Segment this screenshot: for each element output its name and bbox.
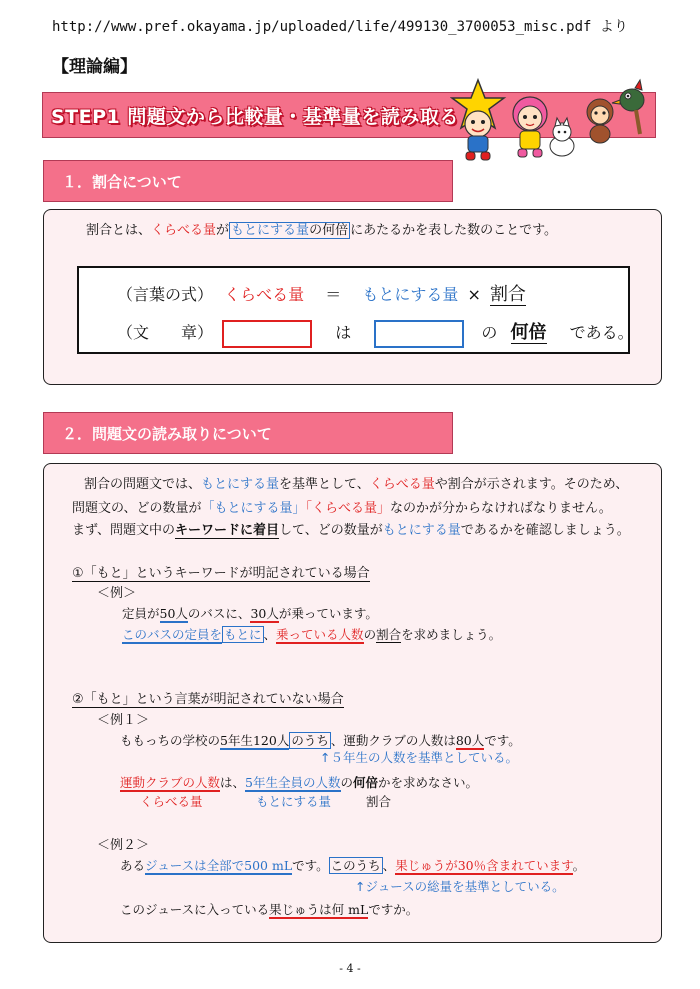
word-formula-row: （言葉の式） くらべる量 ＝ もとにする量 × 割合 <box>117 284 526 305</box>
case1-example-label: ＜例＞ <box>97 586 137 601</box>
section2-heading: ２．問題文の読み取りについて <box>43 412 453 454</box>
case2-question2: このジュースに入っている果じゅうは何 mLですか。 <box>120 902 419 917</box>
formula-nanbai: 何倍 <box>510 322 547 343</box>
konouchi-keyword-box: このうち <box>330 858 381 873</box>
intro-line-1: 割合の問題文では、もとにする量を基準として、くらべる量や割合が示されます。そのため、 <box>84 477 629 492</box>
kuraberu-term: くらべる量 <box>151 223 217 238</box>
case2-question1: 運動クラブの人数は、5年生全員の人数の何倍かを求めなさい。 <box>120 775 479 790</box>
ratio-definition: 割合とは、くらべる量が もとにする量の何倍 にあたるかを表した数のことです。 <box>86 223 558 238</box>
kuraberu-blank <box>222 320 312 348</box>
label-wariai: 割合 <box>366 794 392 809</box>
motonisuru-box: もとにする量の何倍 <box>231 223 349 238</box>
formula-box <box>77 266 634 354</box>
case1-sentence1: 定員が50人のバスに、30人が乗っています。 <box>122 606 378 621</box>
example2-note: ↑ジュースの総量を基準としている。 <box>355 879 565 894</box>
case2-example1-label: ＜例１＞ <box>97 713 150 728</box>
moto-keyword-box: もとに <box>224 627 262 642</box>
girl-mascot-icon <box>513 97 547 157</box>
source-url: http://www.pref.okayama.jp/uploaded/life/499130_3700053_misc.pdf より <box>52 19 628 35</box>
keyword-emphasis: キーワードに着目 <box>174 523 279 538</box>
label-motonisuru: もとにする量 <box>256 794 332 809</box>
case2-example2-sentence: あるジュースは全部で500 mLです。 このうち 、果じゅうが30％含まれています。 <box>120 858 586 873</box>
formula-motonisuru: もとにする量 <box>362 285 459 304</box>
section1-heading: １．割合について <box>43 160 453 202</box>
step-title: STEP1 問題文から比較量・基準量を読み取る <box>51 105 459 128</box>
page-number: - 4 - <box>339 962 361 975</box>
example1-note: ↑５年生の人数を基準としている。 <box>320 750 518 765</box>
mascot-illustration <box>450 76 660 164</box>
monkey-mascot-icon <box>587 99 613 143</box>
intro-line-2: 問題文の、どの数量が「もとにする量」「くらべる量」なのかが分からなければなりません。 <box>72 501 612 516</box>
motonisuru-blank <box>374 320 464 348</box>
case1-sentence2: このバスの定員を もとに 、乗っている人数の割合を求めましょう。 <box>122 627 502 642</box>
star-mascot-icon <box>452 80 504 160</box>
bird-mascot-icon <box>612 80 644 134</box>
case1-title: ①「もと」というキーワードが明記されている場合 <box>72 566 370 581</box>
cat-mascot-icon <box>550 118 574 156</box>
case2-example1-sentence: ももっちの学校の5年生120人 のうち 、運動クラブの人数は80人です。 <box>120 733 521 748</box>
case2-title: ②「もと」という言葉が明記されていない場合 <box>72 692 344 707</box>
label-kuraberu: くらべる量 <box>140 794 203 809</box>
uchi-keyword-box: のうち <box>291 733 329 748</box>
formula-wariai: 割合 <box>489 284 526 305</box>
section-title: 【理論編】 <box>52 57 137 77</box>
intro-line-3: まず、問題文中のキーワードに着目して、どの数量がもとにする量であるかを確認しましょう。 <box>72 523 630 538</box>
sentence-formula-row: （文 章） は の 何倍 である。 <box>117 318 634 348</box>
formula-kuraberu: くらべる量 <box>224 285 305 304</box>
case2-example2-label: ＜例２＞ <box>97 838 150 853</box>
